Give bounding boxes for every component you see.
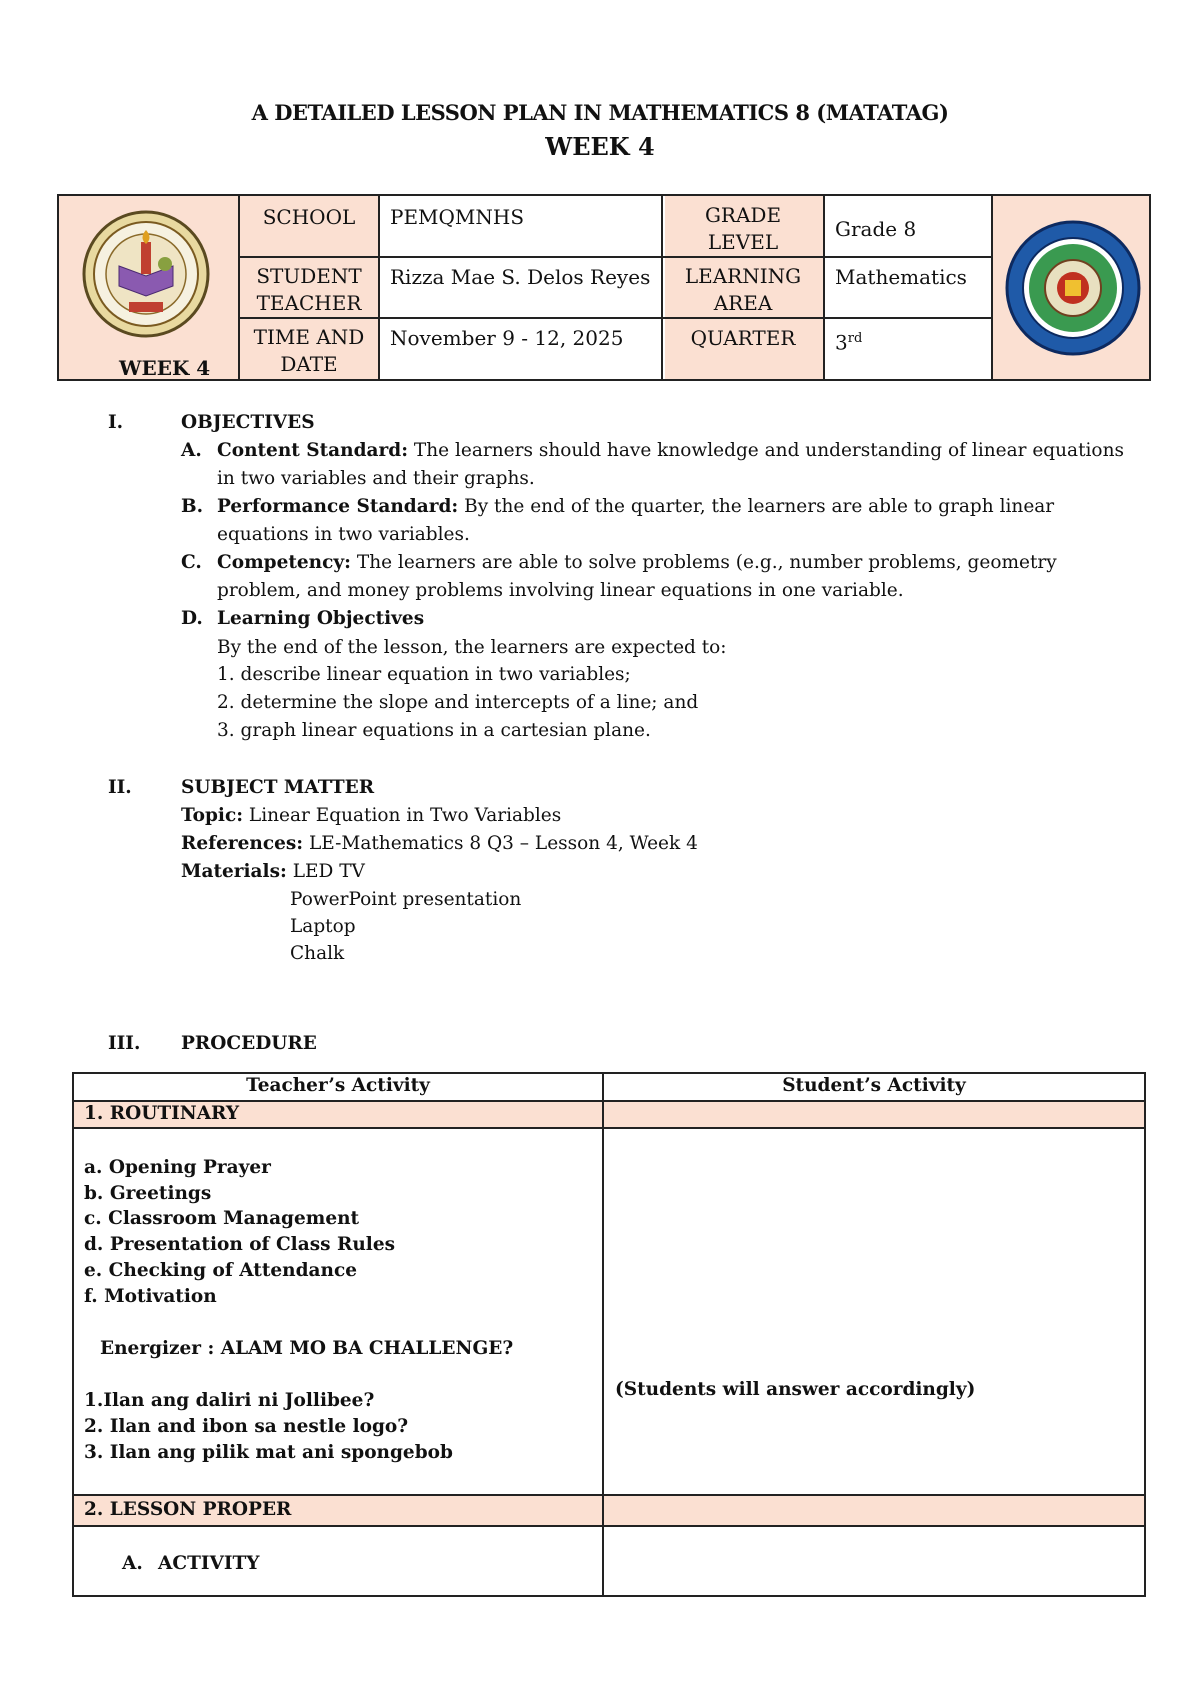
objective-a-line1: Content Standard: The learners should have knowledge and understanding of linear equations — [217, 440, 1124, 461]
routine-item: e. Checking of Attendance — [84, 1260, 358, 1281]
objective-b-line2: equations in two variables. — [217, 524, 470, 545]
energizer-text: Energizer : ALAM MO BA CHALLENGE? — [100, 1338, 514, 1359]
quarter-label: QUARTER — [690, 326, 796, 350]
area-label-line2: AREA — [713, 291, 773, 315]
activity-heading: ACTIVITY — [158, 1553, 260, 1574]
objective-a-letter: A. — [181, 440, 202, 461]
school-seal-logo — [79, 204, 214, 380]
subject-materials: Materials: LED TV — [181, 861, 365, 882]
motivation-question: 2. Ilan and ibon sa nestle logo? — [84, 1416, 409, 1437]
objectives-numeral: I. — [108, 412, 124, 433]
objectives-heading: OBJECTIVES — [181, 412, 315, 433]
subject-topic: Topic: Linear Equation in Two Variables — [181, 805, 562, 826]
objective-b-line1: Performance Standard: By the end of the quarter, the learners are able to graph linear — [217, 496, 1055, 517]
university-seal-logo — [1005, 210, 1141, 364]
grade-value: Grade 8 — [835, 217, 917, 241]
motivation-question: 3. Ilan ang pilik mat ani spongebob — [84, 1442, 453, 1463]
lesson-proper-heading: 2. LESSON PROPER — [84, 1499, 292, 1520]
area-value: Mathematics — [835, 265, 967, 289]
time-label-line2: DATE — [280, 352, 338, 376]
routine-item: c. Classroom Management — [84, 1208, 360, 1229]
procedure-heading: PROCEDURE — [181, 1033, 317, 1054]
objective-a-line2: in two variables and their graphs. — [217, 468, 535, 489]
school-label: SCHOOL — [262, 205, 356, 229]
objective-c-letter: C. — [181, 552, 202, 573]
material-item: Laptop — [290, 916, 356, 937]
motivation-question: 1.Ilan ang daliri ni Jollibee? — [84, 1390, 375, 1411]
objective-d-intro: By the end of the lesson, the learners are expected to: — [217, 637, 727, 658]
procedure-table — [72, 1072, 1146, 1597]
teacher-activity-header: Teacher’s Activity — [246, 1075, 430, 1096]
document-title: A DETAILED LESSON PLAN IN MATHEMATICS 8 (MATATAG) — [251, 100, 949, 125]
routine-item: a. Opening Prayer — [84, 1157, 271, 1178]
header-table — [57, 194, 1151, 381]
routinary-heading: 1. ROUTINARY — [84, 1103, 240, 1124]
student-answer: (Students will answer accordingly) — [615, 1379, 976, 1400]
teacher-value: Rizza Mae S. Delos Reyes — [390, 265, 651, 289]
objective-b-letter: B. — [181, 496, 204, 517]
material-item: Chalk — [290, 943, 345, 964]
learning-objective-item: 3. graph linear equations in a cartesian plane. — [217, 720, 651, 741]
teacher-label-line1: STUDENT — [256, 264, 362, 288]
document-subtitle: WEEK 4 — [545, 132, 655, 161]
learning-objective-item: 1. describe linear equation in two variables; — [217, 664, 631, 685]
area-label-line1: LEARNING — [684, 264, 802, 288]
time-value: November 9 - 12, 2025 — [390, 326, 624, 350]
school-value: PEMQMNHS — [390, 205, 525, 229]
routine-item: b. Greetings — [84, 1183, 212, 1204]
objective-d-letter: D. — [181, 608, 203, 629]
subject-heading: SUBJECT MATTER — [181, 777, 375, 798]
seal-caption: WEEK 4 — [119, 356, 211, 380]
time-label-line1: TIME AND — [253, 325, 365, 349]
learning-objective-item: 2. determine the slope and intercepts of a line; and — [217, 692, 699, 713]
activity-letter: A. — [122, 1553, 143, 1574]
material-item: PowerPoint presentation — [290, 889, 522, 910]
objective-c-line2: problem, and money problems involving linear equations in one variable. — [217, 580, 904, 601]
grade-label-line2: LEVEL — [707, 230, 779, 254]
procedure-numeral: III. — [108, 1033, 141, 1054]
grade-label-line1: GRADE — [704, 203, 782, 227]
subject-numeral: II. — [108, 777, 132, 798]
student-activity-header: Student’s Activity — [782, 1075, 966, 1096]
objective-d-label: Learning Objectives — [217, 608, 425, 629]
routine-item: d. Presentation of Class Rules — [84, 1234, 396, 1255]
teacher-label-line2: TEACHER — [256, 291, 362, 315]
subject-references: References: LE-Mathematics 8 Q3 – Lesson 4, Week 4 — [181, 833, 698, 854]
routine-item: f. Motivation — [84, 1286, 217, 1307]
quarter-value: 3rd — [835, 330, 863, 355]
objective-c-line1: Competency: The learners are able to solve problems (e.g., number problems, geometry — [217, 552, 1057, 573]
